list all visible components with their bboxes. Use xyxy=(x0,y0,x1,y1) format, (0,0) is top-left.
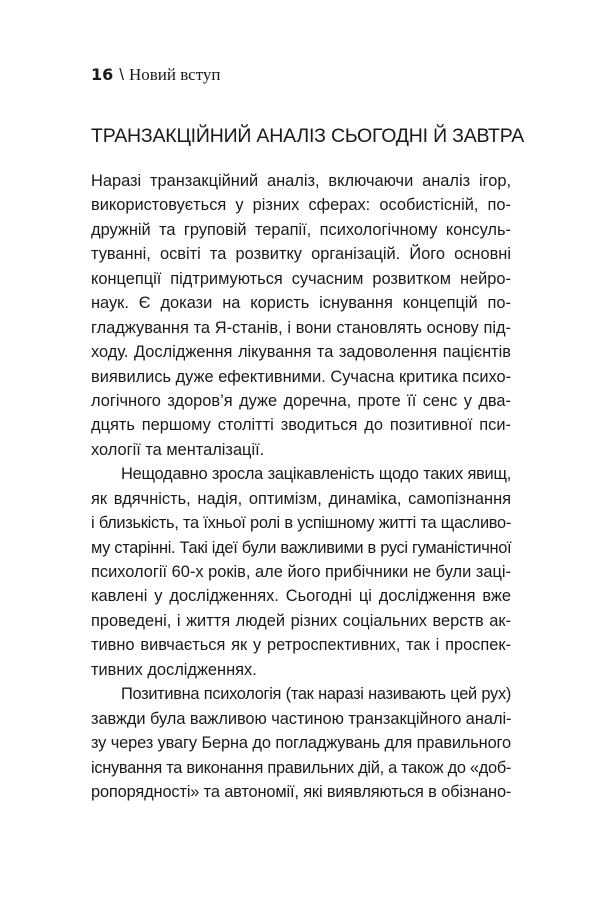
text-line: ходу. Дослідження лікування та задоволення пацієнтів xyxy=(91,343,511,362)
text-line: Позитивна психологія (так наразі називають цей рух) xyxy=(121,685,511,704)
paragraph xyxy=(91,169,511,462)
text-line: му старінні. Такі ідеї були важливими в русі гуманістичної xyxy=(91,538,512,557)
text-line: туванні, освіті та розвитку організацій. Його основні xyxy=(91,245,511,264)
text-line: Наразі транзакційний аналіз, включаючи аналіз ігор, xyxy=(91,172,511,190)
paragraph xyxy=(91,682,511,804)
text-line: гладжування та Я-станів, і вони становлять основу під- xyxy=(91,318,511,337)
text-line: проведені, і життя людей різних соціальних верств ак- xyxy=(91,611,511,630)
text-line: дцять першому столітті зводиться до позитивної пси- xyxy=(91,416,511,435)
text-line: психології 60-х років, але його прибічники не були заці- xyxy=(91,563,511,581)
text-line: концепції підтримуються сучасним розвитком нейро- xyxy=(91,269,511,288)
text-line: виявились дуже ефективними. Сучасна критика психо- xyxy=(91,367,512,386)
text-line: тивно вивчається як у ретроспективних, так і проспек- xyxy=(91,636,511,655)
text-line: ропорядності» та автономії, які виявляються в обізнано- xyxy=(91,782,512,801)
text-line: хології та менталізації. xyxy=(91,440,265,459)
running-head-separator: \ xyxy=(119,65,124,84)
chapter-title: Новий вступ xyxy=(129,65,221,84)
text-line: використовується у різних сферах: особистісній, по- xyxy=(91,196,511,215)
text-line: логічного здоров’я дуже доречна, проте її сенс у два- xyxy=(91,391,511,410)
paragraph xyxy=(91,462,511,682)
text-line: як вдячність, надія, оптимізм, динаміка, самопізнання xyxy=(91,489,511,508)
text-line: тивних дослідженнях. xyxy=(91,660,257,679)
body-text xyxy=(91,169,511,804)
text-line: завжди була важливою частиною транзакційного аналі- xyxy=(91,709,512,728)
text-line: і близькість, та їхньої ролі в успішному житті та щасливо- xyxy=(91,514,511,533)
section-title: ТРАНЗАКЦІЙНИЙ АНАЛІЗ СЬОГОДНІ Й ЗАВТРА xyxy=(91,125,525,147)
text-line: наук. Є докази на користь існування концепцій по- xyxy=(91,294,511,313)
text-line: існування та виконання правильних дій, а також до «доб- xyxy=(91,758,512,777)
text-line: кавлені у дослідженнях. Сьогодні ці дослідження вже xyxy=(91,587,511,606)
text-line: дружній та груповій терапії, психологічному консуль- xyxy=(91,220,511,239)
text-line: Нещодавно зросла зацікавленість щодо таких явищ, xyxy=(121,465,511,484)
page-number: 16 xyxy=(91,65,114,84)
running-head xyxy=(91,63,221,87)
text-line: зу через увагу Берна до погладжувань для правильного xyxy=(91,734,511,753)
